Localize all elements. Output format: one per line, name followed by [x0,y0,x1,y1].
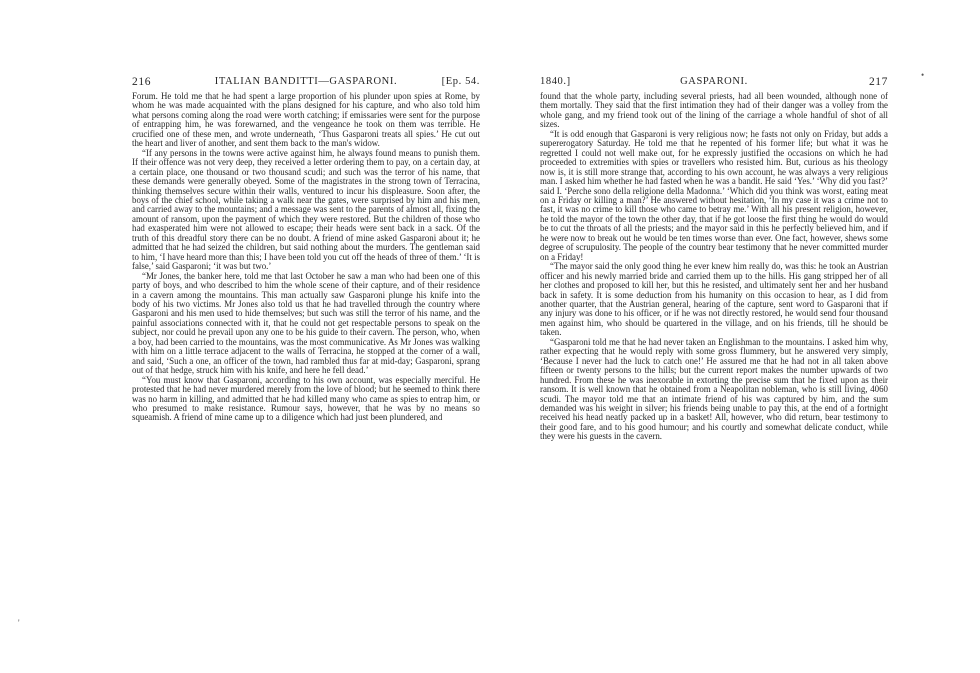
paragraph: “You must know that Gasparoni, according to his own account, was especially merciful. He protested that he had never murdered merely from the love of blood; but he seemed to think there was no harm in killing, and admitted that he had killed many who came as spies to entrap him, or who presumed to make resistance. Rumour says, however, that he was by no means so squeamish. A friend of mine came up to a diligence which had just been plundered, and [132,374,480,423]
left-page [132,76,480,596]
paragraph: “Gasparoni told me that he had never taken an Englishman to the mountains. I asked him why, rather expecting that he would reply with some gross flummery, but he answered very simply, ‘Because I never had the luck to catch one!’ He assured me that he had not in all taken above fifteen or twenty persons to the hills; but the current report makes the number upwards of two hundred. From these he was inexorable in extorting the precise sum that he fixed upon as their ransom. It is well known that he obtained from a Neapolitan nobleman, who is still living, 4060 scudi. The mayor told me that an intimate friend of his was captured by him, and the sum demanded was his weight in silver; his friends being unable to pay this, at the end of a fortnight received his head neatly packed up in a basket! All, however, who did return, bear testimony to their good fare, and to his good humour; and his courtly and somewhat delicate conduct, while they were his guests in the cavern. [540,336,888,442]
left-page-header [132,76,480,90]
right-page-header [540,76,888,90]
paragraph: “The mayor said the only good thing he ever knew him really do, was this: he took an Austrian officer and his newly married bride and carried them up to the hills. His gang stripped her of all her clothes and proposed to kill her, but this he resisted, and ultimately sent her and her husband back in safety. It is some deduction from his humanity on this occasion to hear, as I did from another quarter, that the Austrian general, hearing of the capture, sent word to Gasparoni that if any injury was done to his officer, or if he was not directly restored, he would send four thousand men against him, who should be quartered in the village, and on his friends, till he should be taken. [540,261,888,338]
left-page-body [132,92,480,423]
left-section-note: [Ep. 54. [441,76,480,87]
right-page-number: 217 [868,76,888,88]
right-running-title: GASPARONI. [680,76,748,87]
paragraph: “It is odd enough that Gasparoni is very religious now; he fasts not only on Friday, but adds a supererogatory Saturday. He told me that he repented of his former life; but what it was he regretted I could not well make out, for he expressly justified the occasions on which he had proceeded to extremities with spies or travellers who resisted him. But, curious as his theology now is, it is still more strange that, according to his own account, he was always a very religious man. I asked him whether he had fasted when he was a bandit. He said ‘Yes.’ ‘Why did you fast?’ said I. ‘Perche sono della religione della Madonna.’ ‘Which did you think was worst, eating meat on a Friday or killing a man?’ He answered without hesitation, ‘In my case it was a crime not to fast, it was no crime to kill those who came to betray me.’ With all his present religion, however, he told the mayor of the town the other day, that if he got loose the first thing he would do would be to cut the throats of all the priests; and the mayor said in this he perfectly believed him, and if he were now to break out he would be ten times worse than ever. One fact, however, shews some degree of scrupulosity. The people of the country bear testimony that he never committed murder on a Friday! [540,128,888,262]
paragraph: “If any persons in the towns were active against him, he always found means to punish them. If their offence was not very deep, they received a letter ordering them to pay, on a certain day, at a certain place, one thousand or two thousand scudi; and such was the terror of his name, that these demands were generally obeyed. Some of the magistrates in the strong town of Terracina, thinking themselves secure within their walls, ventured to incur his displeasure. Soon after, the boys of the chief school, while taking a walk near the gates, were surprised by him and his men, and carried away to the mountains; and a message was sent to the parents of almost all, fixing the amount of ransom, upon the payment of which they were restored. But the children of those who had exasperated him were not allowed to escape; their heads were sent back in a sack. Of the truth of this dreadful story there can be no doubt. A friend of mine asked Gasparoni about it; he admitted that he had seized the children, but said nothing about the murders. The gentleman said to him, ‘I have heard more than this; I have been told you cut off the heads of three of them.’ ‘It is false,’ said Gasparoni; ‘it was but two.’ [132,147,480,272]
margin-dot-mark: • [921,70,925,80]
right-page [540,76,888,596]
paragraph: “Mr Jones, the banker here, told me that last October he saw a man who had been one of this party of boys, and who described to him the whole scene of their capture, and of their residence in a cavern among the mountains. This man actually saw Gasparoni plunge his knife into the body of his two victims. Mr Jones also told us that he had travelled through the country where Gasparoni and his men used to hide themselves; but such was still the terror of his name, and the painful associations connected with it, that he could not get respectable persons to speak on the subject, nor could he prevail upon any one to be his guide to their cavern. The person, who, when a boy, had been carried to the mountains, was the most communicative. As Mr Jones was walking with him on a little terrace adjacent to the walls of Terracina, he stopped at the corner of a wall, and said, ‘Such a one, an officer of the town, had rambled thus far at mid-day; Gasparoni, sprang out of that hedge, struck him with his knife, and here he fell dead.’ [132,270,480,376]
left-running-title: ITALIAN BANDITTI—GASPARONI. [214,76,398,87]
right-section-note: 1840.] [540,76,571,87]
right-page-body [540,92,888,442]
paragraph: Forum. He told me that he had spent a large proportion of his plunder upon spies at Rome, by whom he was made acquainted with the plans designed for his capture, and who also told him what persons coming along the road were worth catching; if emissaries were sent for the purpose of entrapping him, he was forewarned, and the vengeance he took on them was terrible. He crucified one of these men, and wrote underneath, ‘Thus Gasparoni treats all spies.’ He cut out the heart and liver of another, and sent them back to the man's widow. [132,91,480,149]
left-page-number: 216 [132,76,152,88]
margin-tick-mark: ' [18,618,20,628]
paragraph: found that the whole party, including several priests, had all been wounded, although none of them mortally. They said that the first intimation they had of their danger was a volley from the whole gang, and my friend took out of the lining of the carriage a whole handful of shot of all sizes. [540,91,888,130]
